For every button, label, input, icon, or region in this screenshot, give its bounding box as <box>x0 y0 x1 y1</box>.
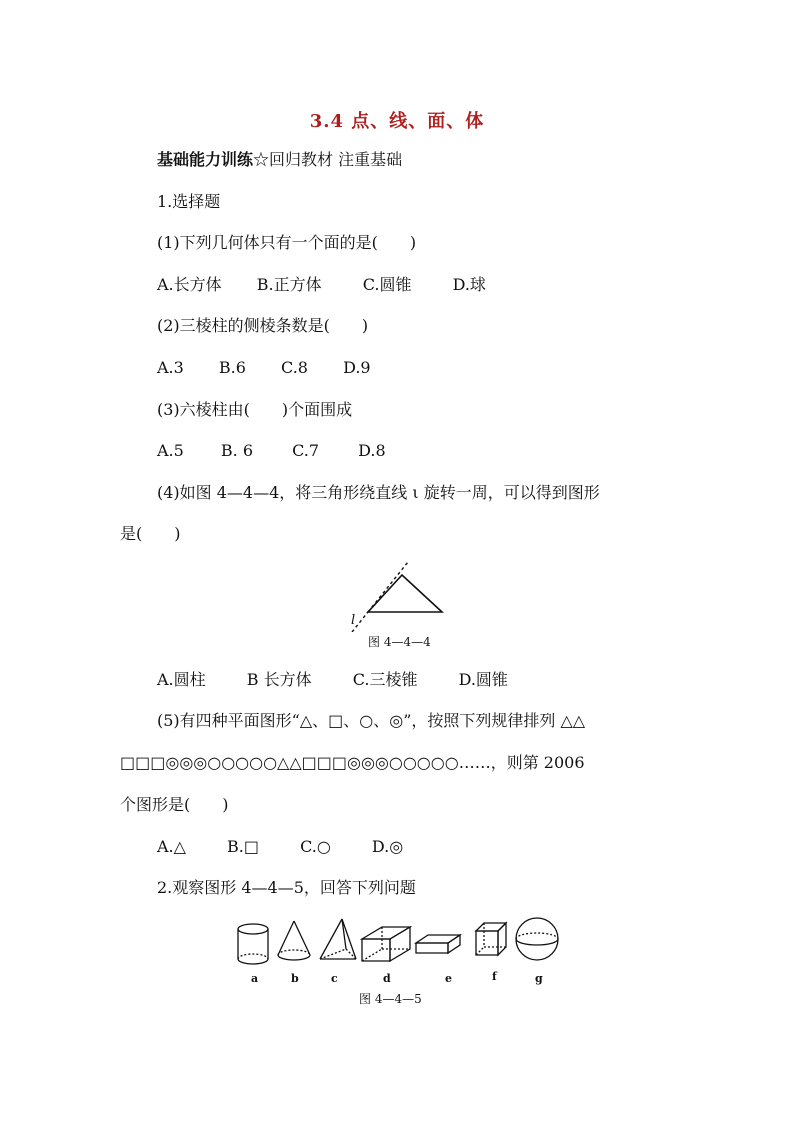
solid-label-d: d <box>383 972 391 985</box>
figure-4-4-5-caption: 图 4—4—5 <box>359 992 422 1006</box>
option-b: B 长方体 <box>246 670 312 689</box>
solids-figure <box>232 915 562 975</box>
question-1-2-stem: (2)三棱柱的侧棱条数是( ) <box>157 316 369 335</box>
solid-label-b: b <box>291 972 299 985</box>
solid-label-g: g <box>535 972 543 985</box>
option-c: C.三棱锥 <box>352 670 418 689</box>
question-1-5-stem-line-3: 个图形是( ) <box>120 795 229 814</box>
option-d: D.◎ <box>371 837 404 856</box>
option-a: A.△ <box>157 837 186 856</box>
figure-4-4-4-caption: 图 4—4—4 <box>368 635 431 649</box>
question-1-4-options <box>157 670 534 690</box>
triangle-shape <box>368 575 442 612</box>
option-a: A.3 <box>157 358 184 377</box>
question-1-5-stem-line-1: (5)有四种平面图形“△、□、○、◎”，按照下列规律排列 △△ <box>157 711 586 730</box>
question-1-3-stem: (3)六棱柱由( )个面围成 <box>157 400 353 419</box>
section-heading-rest: ☆回归教材 注重基础 <box>253 150 403 169</box>
question-1-1-stem: (1)下列几何体只有一个面的是( ) <box>157 233 417 252</box>
option-c: C.○ <box>300 837 331 856</box>
option-d: D.球 <box>452 275 486 294</box>
cube-shape <box>476 923 506 955</box>
axis-label-l: l <box>351 613 356 628</box>
option-b: B.正方体 <box>256 275 322 294</box>
option-a: A.5 <box>157 441 184 460</box>
triangular-pyramid-shape <box>320 919 356 959</box>
option-c: C.7 <box>292 441 320 460</box>
option-a: A.圆柱 <box>157 670 206 689</box>
question-1-3-options <box>157 441 412 461</box>
flat-box-shape <box>416 935 460 953</box>
option-c: C.圆锥 <box>362 275 412 294</box>
option-c: C.8 <box>281 358 308 377</box>
question-1-heading: 1.选择题 <box>157 192 221 211</box>
solid-label-a: a <box>251 972 259 985</box>
section-heading <box>157 150 402 170</box>
triangle-rotation-figure <box>340 560 460 632</box>
page-title: 3.4 点、线、面、体 <box>309 111 485 132</box>
option-d: D.圆锥 <box>458 670 508 689</box>
option-b: B. 6 <box>220 441 254 460</box>
option-d: D.8 <box>358 441 386 460</box>
option-b: B.6 <box>218 358 246 377</box>
solid-label-f: f <box>492 970 497 983</box>
question-1-1-options <box>157 275 512 295</box>
sphere-shape <box>516 918 558 960</box>
question-1-5-options <box>157 837 429 857</box>
solid-label-c: c <box>331 972 338 985</box>
question-1-4-stem-line-2: 是( ) <box>120 524 181 543</box>
question-1-2-options <box>157 358 397 378</box>
cone-shape <box>278 921 310 960</box>
question-1-5-stem-line-2: □□□◎◎◎○○○○○△△□□□◎◎◎○○○○○……，则第 2006 <box>120 753 585 772</box>
question-1-4-stem-line-1: (4)如图 4—4—4，将三角形绕直线 ι 旋转一周，可以得到图形 <box>157 483 600 502</box>
option-a: A.长方体 <box>157 275 222 294</box>
cylinder-shape <box>238 924 268 964</box>
question-2-heading: 2.观察图形 4—4—5，回答下列问题 <box>157 878 416 897</box>
section-heading-bold: 基础能力训练 <box>157 150 254 169</box>
prism-shape <box>362 927 410 961</box>
option-d: D.9 <box>343 358 371 377</box>
solid-label-e: e <box>445 972 452 985</box>
option-b: B.□ <box>227 837 260 856</box>
